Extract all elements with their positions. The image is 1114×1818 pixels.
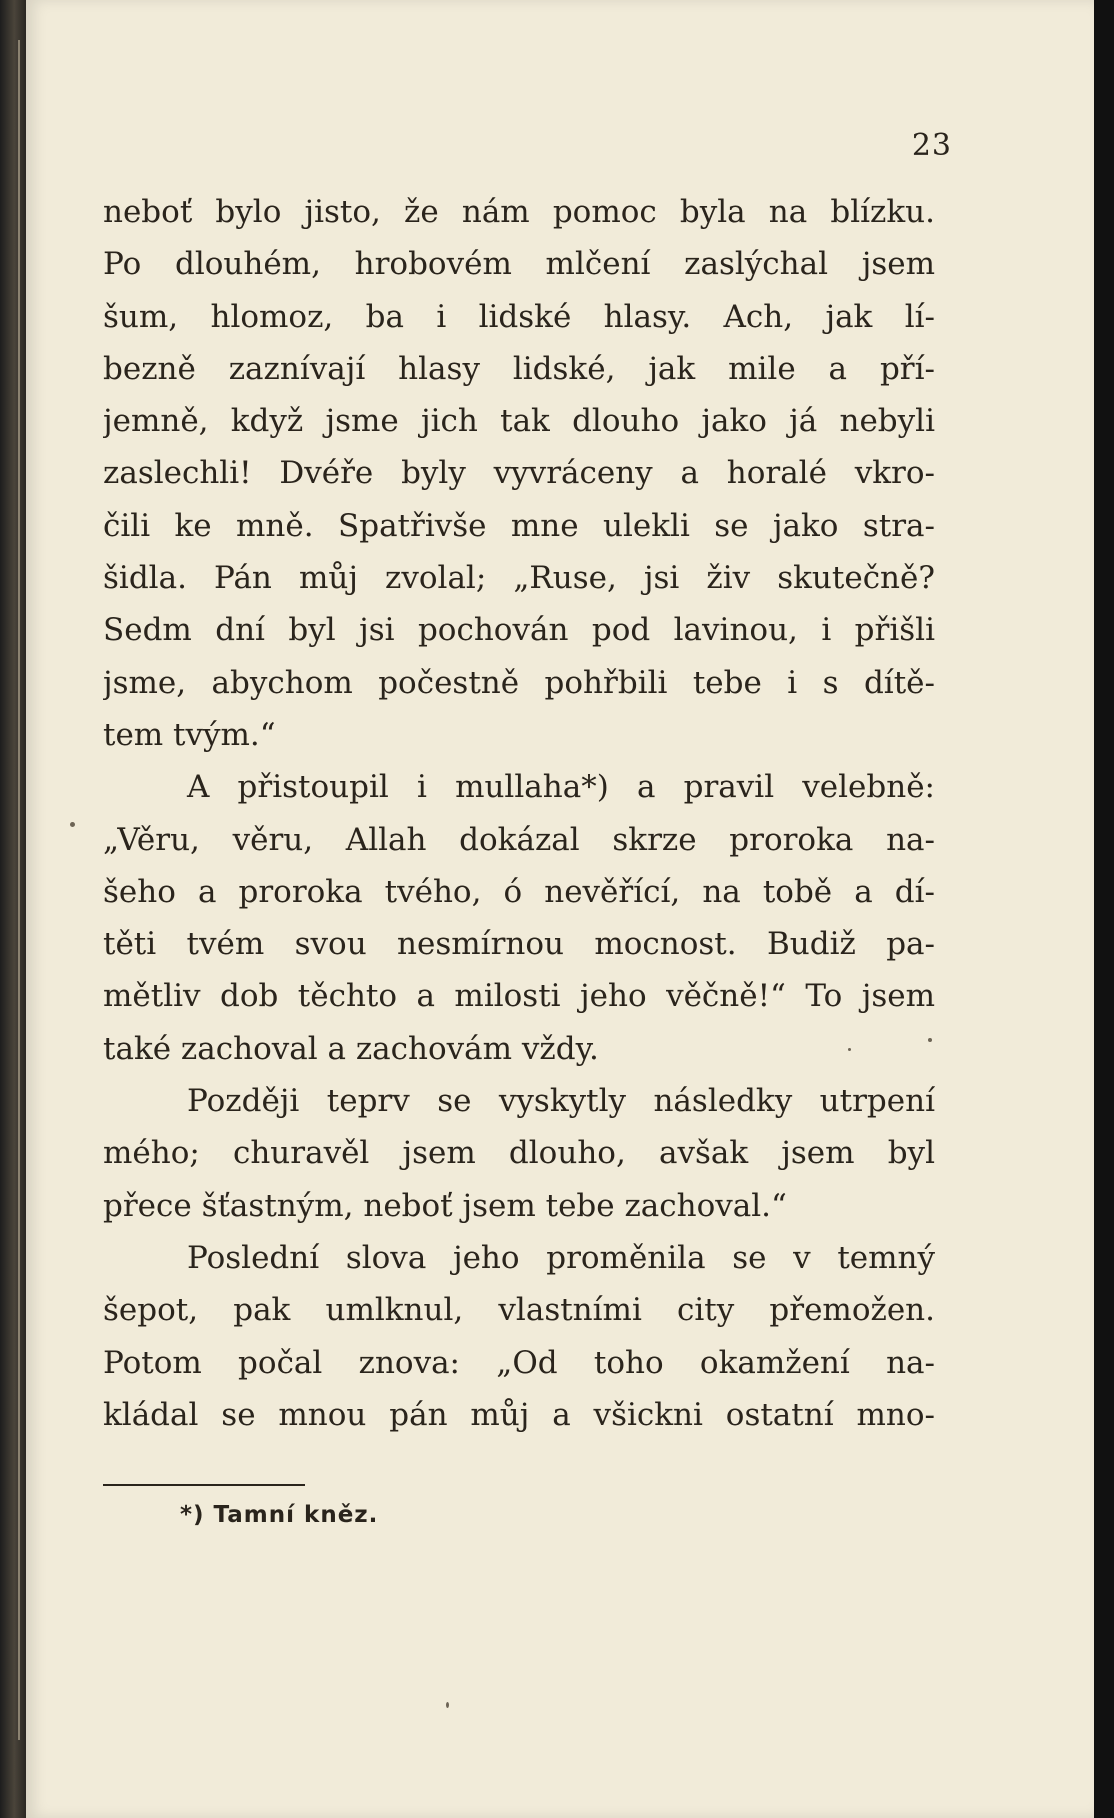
- text-line: jemně, když jsme jich tak dlouho jako já nebyli: [103, 403, 935, 440]
- text-line: Potom počal znova: „Od toho okamžení na-: [103, 1344, 935, 1381]
- book-gutter: [0, 0, 26, 1818]
- text-line: Sedm dní byl jsi pochován pod lavinou, i přišli: [103, 612, 935, 649]
- body-text: [103, 186, 935, 1441]
- page-number: 23: [911, 128, 952, 163]
- page-edge-right: [1094, 0, 1114, 1818]
- paper-speck: [70, 822, 75, 827]
- text-line: Po dlouhém, hrobovém mlčení zaslýchal jsem: [103, 246, 935, 283]
- text-line: bezně zaznívají hlasy lidské, jak mile a pří-: [103, 350, 935, 387]
- gutter-line: [18, 40, 20, 1740]
- text-line: čili ke mně. Spatřivše mne ulekli se jako stra-: [103, 507, 935, 544]
- text-line: mětliv dob těchto a milosti jeho věčně!“ To jsem: [103, 978, 935, 1015]
- text-line: šum, hlomoz, ba i lidské hlasy. Ach, jak lí-: [103, 298, 935, 335]
- text-line: mého; churavěl jsem dlouho, avšak jsem byl: [103, 1135, 935, 1172]
- text-line: jsme, abychom počestně pohřbili tebe i s dítě-: [103, 664, 935, 701]
- footnote: *) Tamní kněz.: [180, 1502, 379, 1528]
- text-line: šidla. Pán můj zvolal; „Ruse, jsi živ skutečně?: [103, 560, 935, 597]
- text-line: šeho a proroka tvého, ó nevěřící, na tobě a dí-: [103, 873, 935, 910]
- text-line: Později teprv se vyskytly následky utrpení: [187, 1083, 935, 1120]
- text-line: také zachoval a zachovám vždy.: [103, 1030, 599, 1067]
- text-line: Poslední slova jeho proměnila se v temný: [187, 1239, 935, 1276]
- text-line: „Věru, věru, Allah dokázal skrze proroka na-: [103, 821, 935, 858]
- text-line: přece šťastným, neboť jsem tebe zachoval.“: [103, 1187, 787, 1224]
- footnote-rule: [103, 1484, 305, 1486]
- text-line: šepot, pak umlknul, vlastními city přemožen.: [103, 1292, 935, 1329]
- text-line: těti tvém svou nesmírnou mocnost. Budiž pa-: [103, 926, 935, 963]
- text-line: kládal se mnou pán můj a všickni ostatní mno-: [103, 1396, 935, 1433]
- text-line: zaslechli! Dvéře byly vyvráceny a horalé vkro-: [103, 455, 935, 492]
- text-line: A přistoupil i mullaha*) a pravil velebně:: [187, 769, 935, 806]
- text-line: neboť bylo jisto, že nám pomoc byla na blízku.: [103, 194, 935, 230]
- text-line: tem tvým.“: [103, 716, 276, 753]
- paper-speck: [446, 1702, 449, 1708]
